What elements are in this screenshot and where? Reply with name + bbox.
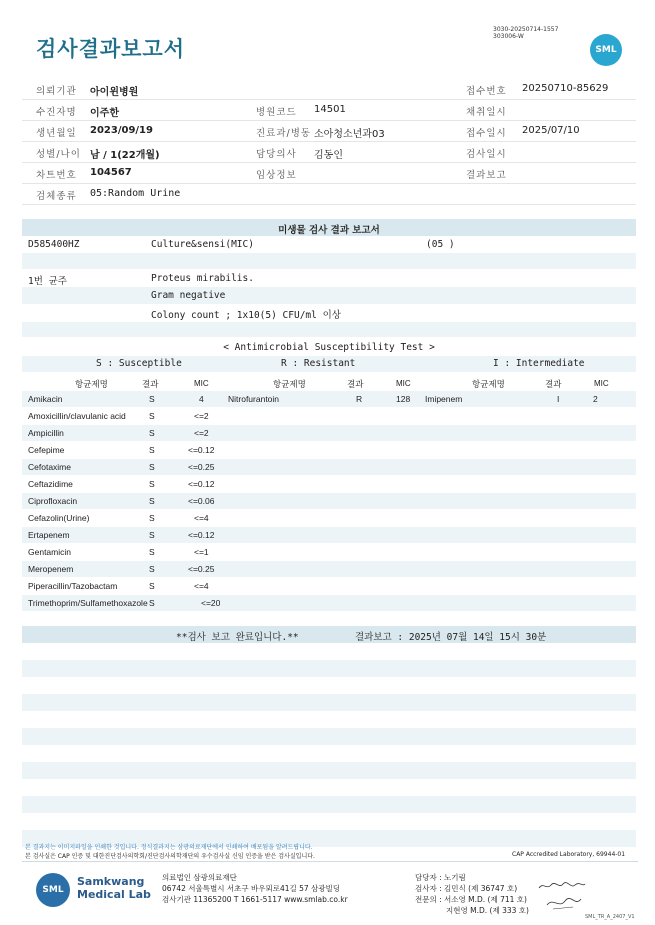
receipt-no-value: 20250710-85629: [522, 83, 609, 94]
institution-label: 의뢰기관: [36, 86, 77, 97]
table-row: [22, 595, 636, 611]
chart-no-value: 104567: [90, 167, 132, 178]
drug-mic: <=0.12: [188, 530, 215, 540]
drug-result: S: [149, 462, 155, 472]
lab-name-line2: Medical Lab: [77, 888, 151, 901]
sex-age-label: 성별/나이: [36, 149, 81, 160]
section-title: 미생물 검사 결과 보고서: [278, 225, 380, 236]
drug-result: S: [149, 479, 155, 489]
drug-result: S: [149, 411, 155, 421]
drug-result: S: [149, 547, 155, 557]
col-mic-1: MIC: [194, 379, 209, 388]
cap-accreditation: CAP Accredited Laboratory, 69944-01: [512, 851, 626, 858]
table-row: [22, 510, 636, 526]
table-row: [22, 442, 636, 458]
patient-label: 수진자명: [36, 107, 77, 118]
drug-name: Gentamicin: [28, 547, 71, 557]
drug-mic: 128: [396, 394, 411, 404]
report-label: 결과보고: [466, 170, 507, 181]
info-row-chart: [22, 163, 636, 184]
drug-name: Ertapenem: [28, 530, 70, 540]
doctor-label: 담당의사: [256, 149, 297, 160]
drug-name: Ceftazidime: [28, 479, 73, 489]
drug-mic: <=2: [194, 428, 209, 438]
ast-title: < Antimicrobial Susceptibility Test >: [223, 342, 435, 353]
test-name: Culture&sensi(MIC): [151, 239, 254, 250]
sml-logo-icon: SML: [590, 34, 622, 66]
staff-specialist-2: 지현영 M.D. (제 333 호): [446, 906, 529, 915]
col-mic-3: MIC: [594, 379, 609, 388]
institution-value: 아이윈병원: [90, 87, 139, 98]
blank-band: [22, 253, 636, 269]
col-result-1: 결과: [142, 380, 159, 390]
drug-result: I: [557, 394, 560, 404]
sex-age-value: 남 / 1(22개월): [90, 150, 160, 161]
blank-band: [22, 762, 636, 779]
specimen-label: 검체종류: [36, 191, 77, 202]
drug-mic: <=4: [194, 513, 209, 523]
test-row: [22, 236, 636, 253]
table-row: [22, 493, 636, 509]
drug-mic: <=0.25: [188, 462, 215, 472]
drug-name: Amikacin: [28, 394, 63, 404]
table-row: [22, 544, 636, 560]
form-code: SML_TR_A_2407_V1: [585, 914, 635, 920]
patient-value: 이주한: [90, 108, 119, 119]
footer-divider: [22, 861, 638, 862]
info-row-dob: [22, 121, 636, 142]
drug-result: S: [149, 564, 155, 574]
staff-manager: 담당자 : 노기림: [415, 873, 466, 882]
specimen-value: 05:Random Urine: [90, 188, 181, 199]
org-name: 의료법인 삼광의료재단: [162, 873, 237, 882]
info-row-patient: [22, 100, 636, 121]
blank-band: [22, 694, 636, 711]
signature-tester: [537, 880, 587, 892]
organism-name: Proteus mirabilis.: [151, 273, 254, 284]
drug-name: Cefazolin(Urine): [28, 513, 90, 523]
test-code: D585400HZ: [28, 239, 80, 250]
doctor-value: 김동인: [314, 150, 343, 161]
drug-name: Meropenem: [28, 564, 74, 574]
lab-name-line1: Samkwang: [77, 875, 145, 888]
receipt-no-label: 접수번호: [466, 86, 507, 97]
organism-row: [22, 269, 636, 287]
legend-intermediate: I : Intermediate: [493, 358, 585, 369]
drug-name: Ampicillin: [28, 428, 64, 438]
document-code: 3030-20250714-1557: [493, 26, 559, 33]
info-row-sex-age: [22, 142, 636, 163]
drug-mic: <=0.12: [188, 479, 215, 489]
table-row: [22, 527, 636, 543]
gram-row: [22, 287, 636, 304]
signature-specialist: [543, 893, 583, 913]
org-contact: 검사기관 11365200 T 1661-5117 www.smlab.co.kr: [162, 895, 348, 904]
drug-result: S: [149, 513, 155, 523]
table-row: [22, 391, 636, 407]
drug-result: S: [149, 598, 155, 608]
receipt-date-value: 2025/07/10: [522, 125, 580, 136]
drug-mic: 2: [593, 394, 598, 404]
organism-label: 1번 균주: [28, 276, 67, 287]
drug-mic: <=4: [194, 581, 209, 591]
collect-date-label: 채취일시: [466, 107, 507, 118]
col-drug-2: 항균제명: [273, 380, 306, 390]
hospital-code-value: 14501: [314, 104, 346, 115]
drug-name: Piperacillin/Tazobactam: [28, 581, 118, 591]
drug-result: S: [149, 428, 155, 438]
drug-mic: 4: [199, 394, 204, 404]
drug-mic: <=0.06: [188, 496, 215, 506]
page-title: 검사결과보고서: [36, 37, 186, 61]
accreditation-notice: 본 검사실은 CAP 인증 및 대한진단검사의학회/진단검사의학재단의 우수검사실 신임 인증을 받은 검사실입니다.: [25, 853, 315, 860]
test-no: (05 ): [426, 239, 455, 250]
table-row: [22, 459, 636, 475]
col-result-3: 결과: [545, 380, 562, 390]
drug-result: S: [149, 394, 155, 404]
table-row: [22, 476, 636, 492]
drug-name: Imipenem: [425, 394, 463, 404]
document-subcode: 303006-W: [493, 33, 524, 40]
blank-band: [22, 322, 636, 337]
drug-name: Cefepime: [28, 445, 65, 455]
dept-value: 소아청소년과03: [314, 129, 385, 140]
drug-result: R: [356, 394, 363, 404]
col-drug-1: 항균제명: [75, 380, 108, 390]
table-row: [22, 578, 636, 594]
drug-mic: <=1: [194, 547, 209, 557]
hospital-code-label: 병원코드: [256, 107, 297, 118]
col-drug-3: 항균제명: [472, 380, 505, 390]
drug-result: S: [149, 496, 155, 506]
lab-name: [77, 875, 151, 901]
drug-result: S: [149, 581, 155, 591]
col-mic-2: MIC: [396, 379, 411, 388]
table-row: [22, 408, 636, 424]
staff-tester: 검사자 : 김민식 (제 36747 호): [415, 884, 518, 893]
test-date-label: 검사일시: [466, 149, 507, 160]
print-notice: 본 결과지는 이미지파일을 인쇄한 것입니다. 정식결과지는 삼광의료재단에서 인쇄하여 배포됨을 알려드립니다.: [25, 844, 313, 851]
blank-band: [22, 660, 636, 677]
colony-count: Colony count ; 1x10(5) CFU/ml 이상: [151, 310, 341, 321]
drug-name: Trimethoprim/Sulfamethoxazole: [28, 598, 148, 608]
clinical-label: 임상정보: [256, 170, 297, 181]
blank-band: [22, 796, 636, 813]
table-row: [22, 561, 636, 577]
drug-mic: <=0.25: [188, 564, 215, 574]
chart-no-label: 차트번호: [36, 170, 77, 181]
completion-message: **검사 보고 완료입니다.**: [176, 632, 299, 643]
receipt-date-label: 접수일시: [466, 128, 507, 139]
info-row-institution: [22, 79, 636, 100]
drug-mic: <=0.12: [188, 445, 215, 455]
drug-name: Cefotaxime: [28, 462, 71, 472]
dob-value: 2023/09/19: [90, 125, 153, 136]
drug-mic: <=20: [201, 598, 221, 608]
org-address: 06742 서울특별시 서초구 바우뫼로41길 57 삼광빌딩: [162, 884, 341, 893]
drug-name: Nitrofurantoin: [228, 394, 280, 404]
report-time: 결과보고 : 2025년 07월 14일 15시 30분: [355, 632, 547, 643]
drug-result: S: [149, 445, 155, 455]
table-row: [22, 425, 636, 441]
col-result-2: 결과: [347, 380, 364, 390]
staff-specialist-1: 전문의 : 서소영 M.D. (제 711 호): [415, 895, 527, 904]
drug-result: S: [149, 530, 155, 540]
blank-band: [22, 728, 636, 745]
drug-mic: <=2: [194, 411, 209, 421]
drug-name: Ciprofloxacin: [28, 496, 78, 506]
dob-label: 생년월일: [36, 128, 77, 139]
sml-logo-icon: SML: [36, 873, 70, 907]
gram-stain: Gram negative: [151, 290, 226, 301]
legend-resistant: R : Resistant: [281, 358, 356, 369]
drug-name: Amoxicillin/clavulanic acid: [28, 411, 126, 421]
info-row-specimen: [22, 184, 636, 205]
dept-label: 진료과/병동: [256, 128, 312, 139]
legend-susceptible: S : Susceptible: [96, 358, 182, 369]
